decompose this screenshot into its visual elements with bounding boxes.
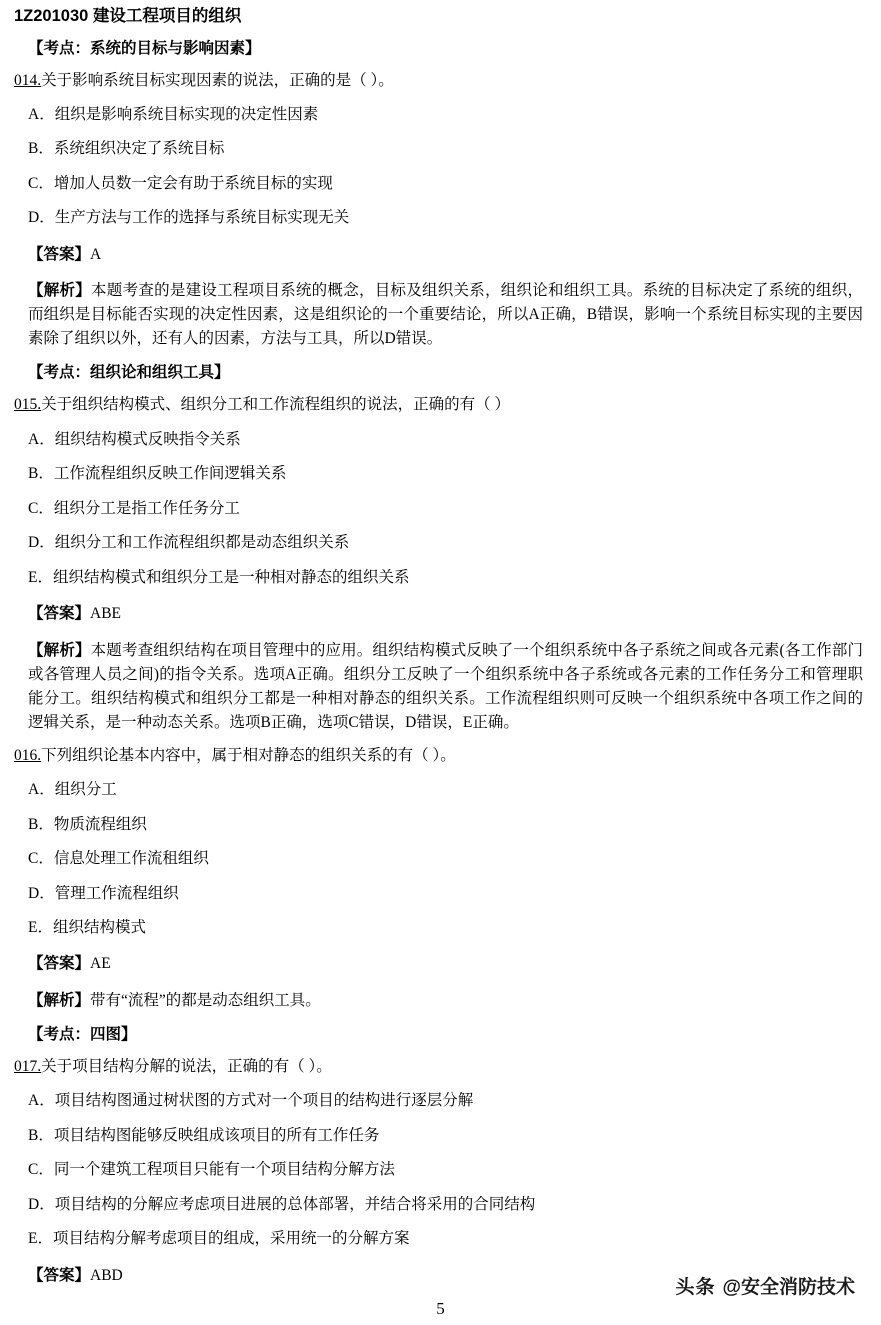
kaodian-heading: 【考点：系统的目标与影响因素】 (28, 39, 261, 57)
option-label: C． (28, 174, 54, 192)
answer-value: ABD (90, 1266, 123, 1284)
watermark-text: @安全消防技术 (722, 1277, 855, 1298)
answer-tag: 【答案】 (28, 605, 91, 623)
question-text: 关于影响系统目标实现因素的说法，正确的是（ ）。 (41, 71, 394, 89)
watermark (675, 1272, 855, 1299)
answer-value: ABE (90, 605, 122, 623)
explanation-tag: 【解析】 (28, 991, 91, 1009)
option-item (28, 104, 863, 126)
option-item (28, 1228, 863, 1250)
answer-line (28, 603, 863, 625)
option-label: A． (28, 106, 55, 124)
answer-tag: 【答案】 (28, 1266, 91, 1284)
option-item (28, 429, 863, 451)
option-label: E． (28, 1230, 53, 1248)
kaodian-heading: 【考点：组织论和组织工具】 (28, 364, 230, 382)
explanation-text: 带有“流程”的都是动态组织工具。 (90, 991, 321, 1009)
answer-value: AE (90, 955, 111, 973)
option-label: B． (28, 815, 54, 833)
option-text: 组织是影响系统目标实现的决定性因素 (54, 106, 319, 124)
option-item (28, 1159, 863, 1181)
explanation-text: 本题考查的是建设工程项目系统的概念，目标及组织关系，组织论和组织工具。系统的目标决定了系统的组织，而组织是目标能否实现的决定性因素，这是组织论的一个重要结论，所以A正确，B错误，影响一个系统目标实现的主要因素除了组织以外，还有人的因素，方法与工具，所以D错误。 (28, 282, 863, 348)
option-label: C． (28, 1161, 54, 1179)
option-item (28, 814, 863, 836)
toutiao-logo-icon: 头条 (675, 1277, 716, 1298)
option-text: 系统组织决定了系统目标 (53, 140, 225, 158)
option-label: D． (28, 534, 55, 552)
option-item (28, 1194, 863, 1216)
option-label: E． (28, 568, 53, 586)
option-item (28, 173, 863, 195)
option-item (28, 498, 863, 520)
option-text: 生产方法与工作的选择与系统目标实现无关 (54, 209, 350, 227)
page-title: 1Z201030 建设工程项目的组织 (14, 7, 242, 25)
option-item (28, 917, 863, 939)
option-label: A． (28, 781, 55, 799)
option-item (28, 463, 863, 485)
option-label: B． (28, 1126, 54, 1144)
answer-tag: 【答案】 (28, 955, 91, 973)
option-text: 组织结构模式和组织分工是一种相对静态的组织关系 (52, 568, 410, 586)
option-label: D． (28, 884, 55, 902)
option-item (28, 883, 863, 905)
option-item (28, 1090, 863, 1112)
question-stem (14, 1056, 863, 1078)
option-text: 组织分工是指工作任务分工 (53, 499, 240, 517)
explanation-block (28, 989, 863, 1013)
page-number: 5 (436, 1299, 445, 1318)
option-text: 项目结构分解考虑项目的组成，采用统一的分解方案 (52, 1230, 410, 1248)
option-text: 增加人员数一定会有助于系统目标的实现 (53, 174, 333, 192)
explanation-block (28, 279, 863, 351)
question-stem (14, 70, 863, 92)
option-text: 组织分工 (54, 781, 117, 799)
option-item (28, 138, 863, 160)
explanation-block (28, 639, 863, 735)
option-text: 工作流程组织反映工作间逻辑关系 (53, 465, 287, 483)
answer-tag: 【答案】 (28, 245, 91, 263)
option-label: D． (28, 209, 55, 227)
explanation-text: 本题考查组织结构在项目管理中的应用。组织结构模式反映了一个组织系统中各子系统之间或各元素(各工作部门或各管理人员之间)的指令关系。选项A正确。组织分工反映了一个组织系统中各子系统或各元素的工作任务分工和管理职能分工。组织结构模式和组织分工都是一种相对静态的组织关系。工作流程组织则可反映一个组织系统中各项工作之间的逻辑关系，是一种动态关系。选项B正确，选项C错误，D错误，E正确。 (28, 641, 863, 731)
option-text: 物质流程组织 (53, 815, 147, 833)
option-label: C． (28, 850, 54, 868)
explanation-tag: 【解析】 (28, 282, 92, 300)
option-text: 同一个建筑工程项目只能有一个项目结构分解方法 (53, 1161, 395, 1179)
option-label: D． (28, 1195, 55, 1213)
option-text: 项目结构图能够反映组成该项目的所有工作任务 (53, 1126, 380, 1144)
option-item (28, 848, 863, 870)
question-text: 关于组织结构模式、组织分工和工作流程组织的说法，正确的有（ ） (41, 396, 511, 414)
question-stem (14, 745, 863, 767)
option-text: 组织结构模式 (52, 919, 146, 937)
option-text: 信息处理工作流租组织 (53, 850, 209, 868)
option-label: A． (28, 430, 55, 448)
option-text: 管理工作流程组织 (54, 884, 179, 902)
option-item (28, 779, 863, 801)
option-label: B． (28, 140, 54, 158)
question-stem (14, 394, 863, 416)
question-text: 下列组织论基本内容中，属于相对静态的组织关系的有（ ）。 (41, 746, 456, 764)
option-text: 项目结构图通过树状图的方式对一个项目的结构进行逐层分解 (54, 1092, 474, 1110)
option-label: C． (28, 499, 54, 517)
answer-line (28, 953, 863, 975)
question-number: 014. (14, 71, 42, 89)
answer-line (28, 244, 863, 266)
option-item (28, 532, 863, 554)
option-item (28, 1125, 863, 1147)
option-label: B． (28, 465, 54, 483)
option-label: A． (28, 1092, 55, 1110)
option-item (28, 207, 863, 229)
question-number: 016. (14, 746, 42, 764)
option-label: E． (28, 919, 53, 937)
option-text: 项目结构的分解应考虑项目进展的总体部署，并结合将采用的合同结构 (54, 1195, 536, 1213)
question-number: 017. (14, 1057, 42, 1075)
answer-value: A (90, 245, 102, 263)
explanation-tag: 【解析】 (28, 641, 91, 659)
question-text: 关于项目结构分解的说法，正确的有（ ）。 (41, 1057, 332, 1075)
option-text: 组织分工和工作流程组织都是动态组织关系 (54, 534, 350, 552)
kaodian-heading: 【考点：四图】 (28, 1025, 137, 1043)
option-item (28, 567, 863, 589)
question-number: 015. (14, 396, 42, 414)
option-text: 组织结构模式反映指令关系 (54, 430, 241, 448)
